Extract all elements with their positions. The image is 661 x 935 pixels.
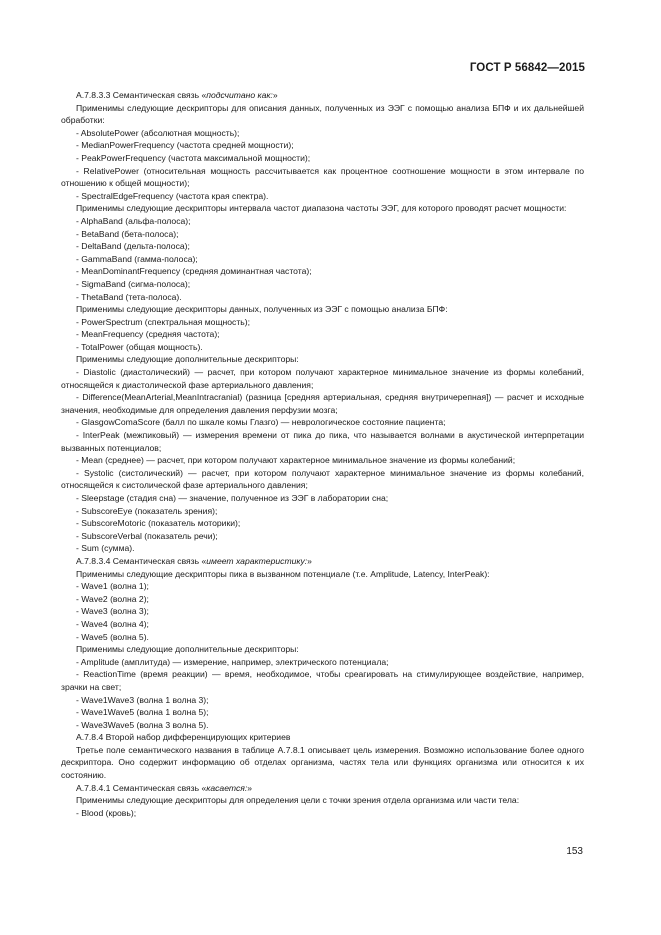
paragraph: - SpectralEdgeFrequency (частота края спектра). [76, 190, 269, 201]
paragraph: - Diastolic (диастолический) — расчет, при котором получают характерное минимальное значение из формы колебаний, относящейся к диастолической фазе артериального давления; [61, 367, 584, 390]
paragraph: - Wave1Wave5 (волна 1 волна 5); [76, 707, 209, 718]
paragraph: Применимы следующие дескрипторы для описания данных, полученных из ЭЭГ с помощью анализа БПФ и их дальнейшей обработки: [61, 102, 584, 126]
paragraph: А.7.8.4.1 Семантическая связь «касается:» [76, 782, 252, 793]
paragraph: Третье поле семантического названия в таблице А.7.8.1 описывает цель измерения. Возможно использование более одного дескриптора. Оно содержит информацию об отделах организма, частях тела или функциях организма или относится к их состоянию. [61, 744, 584, 781]
paragraph: А.7.8.4 Второй набор дифференцирующих критериев [76, 732, 291, 743]
paragraph: А.7.8.3.3 Семантическая связь «подсчитано как:» [76, 90, 278, 100]
paragraph: - SubscoreMotoric (показатель моторики); [76, 518, 241, 529]
paragraph: - Wave1 (волна 1); [76, 581, 149, 592]
paragraph: - RelativePower (относительная мощность рассчитывается как процентное соотношение мощности в этом интервале по отношению к общей мощности); [61, 165, 584, 189]
paragraph: - Wave2 (волна 2); [76, 593, 149, 604]
document-code: ГОСТ Р 56842—2015 [469, 62, 585, 74]
paragraph: - GammaBand (гамма-полоса); [76, 253, 198, 264]
paragraph: - PeakPowerFrequency (частота максимальной мощности); [76, 152, 311, 163]
paragraph: - BetaBand (бета-полоса); [76, 228, 179, 239]
paragraph: - ThetaBand (тета-полоса). [76, 291, 182, 302]
paragraph: - Wave3Wave5 (волна 3 волна 5). [76, 719, 209, 730]
paragraph: - SubscoreEye (показатель зрения); [76, 505, 218, 516]
paragraph: - TotalPower (общая мощность). [76, 341, 203, 352]
paragraph: - Systolic (систолический) — расчет, при котором получают характерное минимальное значение из формы колебаний, относящейся к систолической фазе артериального давления; [61, 467, 584, 491]
paragraph: - Wave4 (волна 4); [76, 618, 149, 629]
paragraph: - SigmaBand (сигма-полоса); [76, 278, 191, 289]
paragraph: - AbsolutePower (абсолютная мощность); [76, 127, 240, 138]
paragraph: А.7.8.3.4 Семантическая связь «имеет характеристику:» [76, 555, 312, 566]
paragraph: - Mean (среднее) — расчет, при котором получают характерное минимальное значение из формы колебаний; [76, 455, 516, 466]
paragraph: Применимы следующие дескрипторы интервала частот диапазона частоты ЭЭГ, для которого проводят расчет мощности: [76, 203, 567, 214]
paragraph: - SubscoreVerbal (показатель речи); [76, 530, 218, 541]
paragraph: - Wave5 (волна 5). [76, 631, 149, 642]
page-number: 153 [566, 846, 583, 857]
paragraph: - GlasgowComaScore (балл по шкале комы Глазго) — неврологическое состояние пациента; [76, 417, 446, 428]
paragraph: - Blood (кровь); [76, 807, 137, 818]
paragraph: - Wave1Wave3 (волна 1 волна 3); [76, 694, 209, 705]
paragraph: - MeanDominantFrequency (средняя доминантная частота); [76, 266, 312, 277]
paragraph: - PowerSpectrum (спектральная мощность); [76, 316, 251, 327]
paragraph: - InterPeak (межпиковый) — измерения времени от пика до пика, что называется волнами в акустической интерпретации вызванных потенциалов; [61, 430, 584, 453]
paragraph: Применимы следующие дополнительные дескрипторы: [76, 644, 299, 655]
paragraph: - Wave3 (волна 3); [76, 606, 149, 617]
paragraph: - DeltaBand (дельта-полоса); [76, 241, 190, 252]
paragraph: - AlphaBand (альфа-полоса); [76, 215, 191, 226]
paragraph: - Amplitude (амплитуда) — измерение, например, электрического потенциала; [76, 656, 389, 667]
document-body [61, 89, 584, 819]
paragraph: - Sleepstage (стадия сна) — значение, полученное из ЭЭГ в лаборатории сна; [76, 493, 389, 503]
paragraph: Применимы следующие дескрипторы данных, полученных из ЭЭГ с помощью анализа БПФ: [76, 304, 448, 315]
paragraph: Применимы следующие дескрипторы пика в вызванном потенциале (т.е. Amplitude, Latency, InterPeak): [76, 568, 490, 579]
paragraph: - MedianPowerFrequency (частота средней мощности); [76, 140, 294, 151]
paragraph: - MeanFrequency (средняя частота); [76, 329, 220, 340]
paragraph: - Sum (сумма). [76, 543, 135, 554]
paragraph: Применимы следующие дополнительные дескрипторы: [76, 354, 299, 365]
paragraph: Применимы следующие дескрипторы для определения цели с точки зрения отдела организма или части тела: [76, 795, 520, 806]
paragraph: - Difference(MeanArterial,MeanIntracranial) (разница [средняя артериальная, средняя внутричерепная]) — расчет и исходные значения, необходимые для определения давления перфузии мозга; [61, 392, 584, 415]
paragraph: - ReactionTime (время реакции) — время, необходимое, чтобы среагировать на стимулирующее воздействие, например, зрачки на свет; [61, 669, 584, 692]
